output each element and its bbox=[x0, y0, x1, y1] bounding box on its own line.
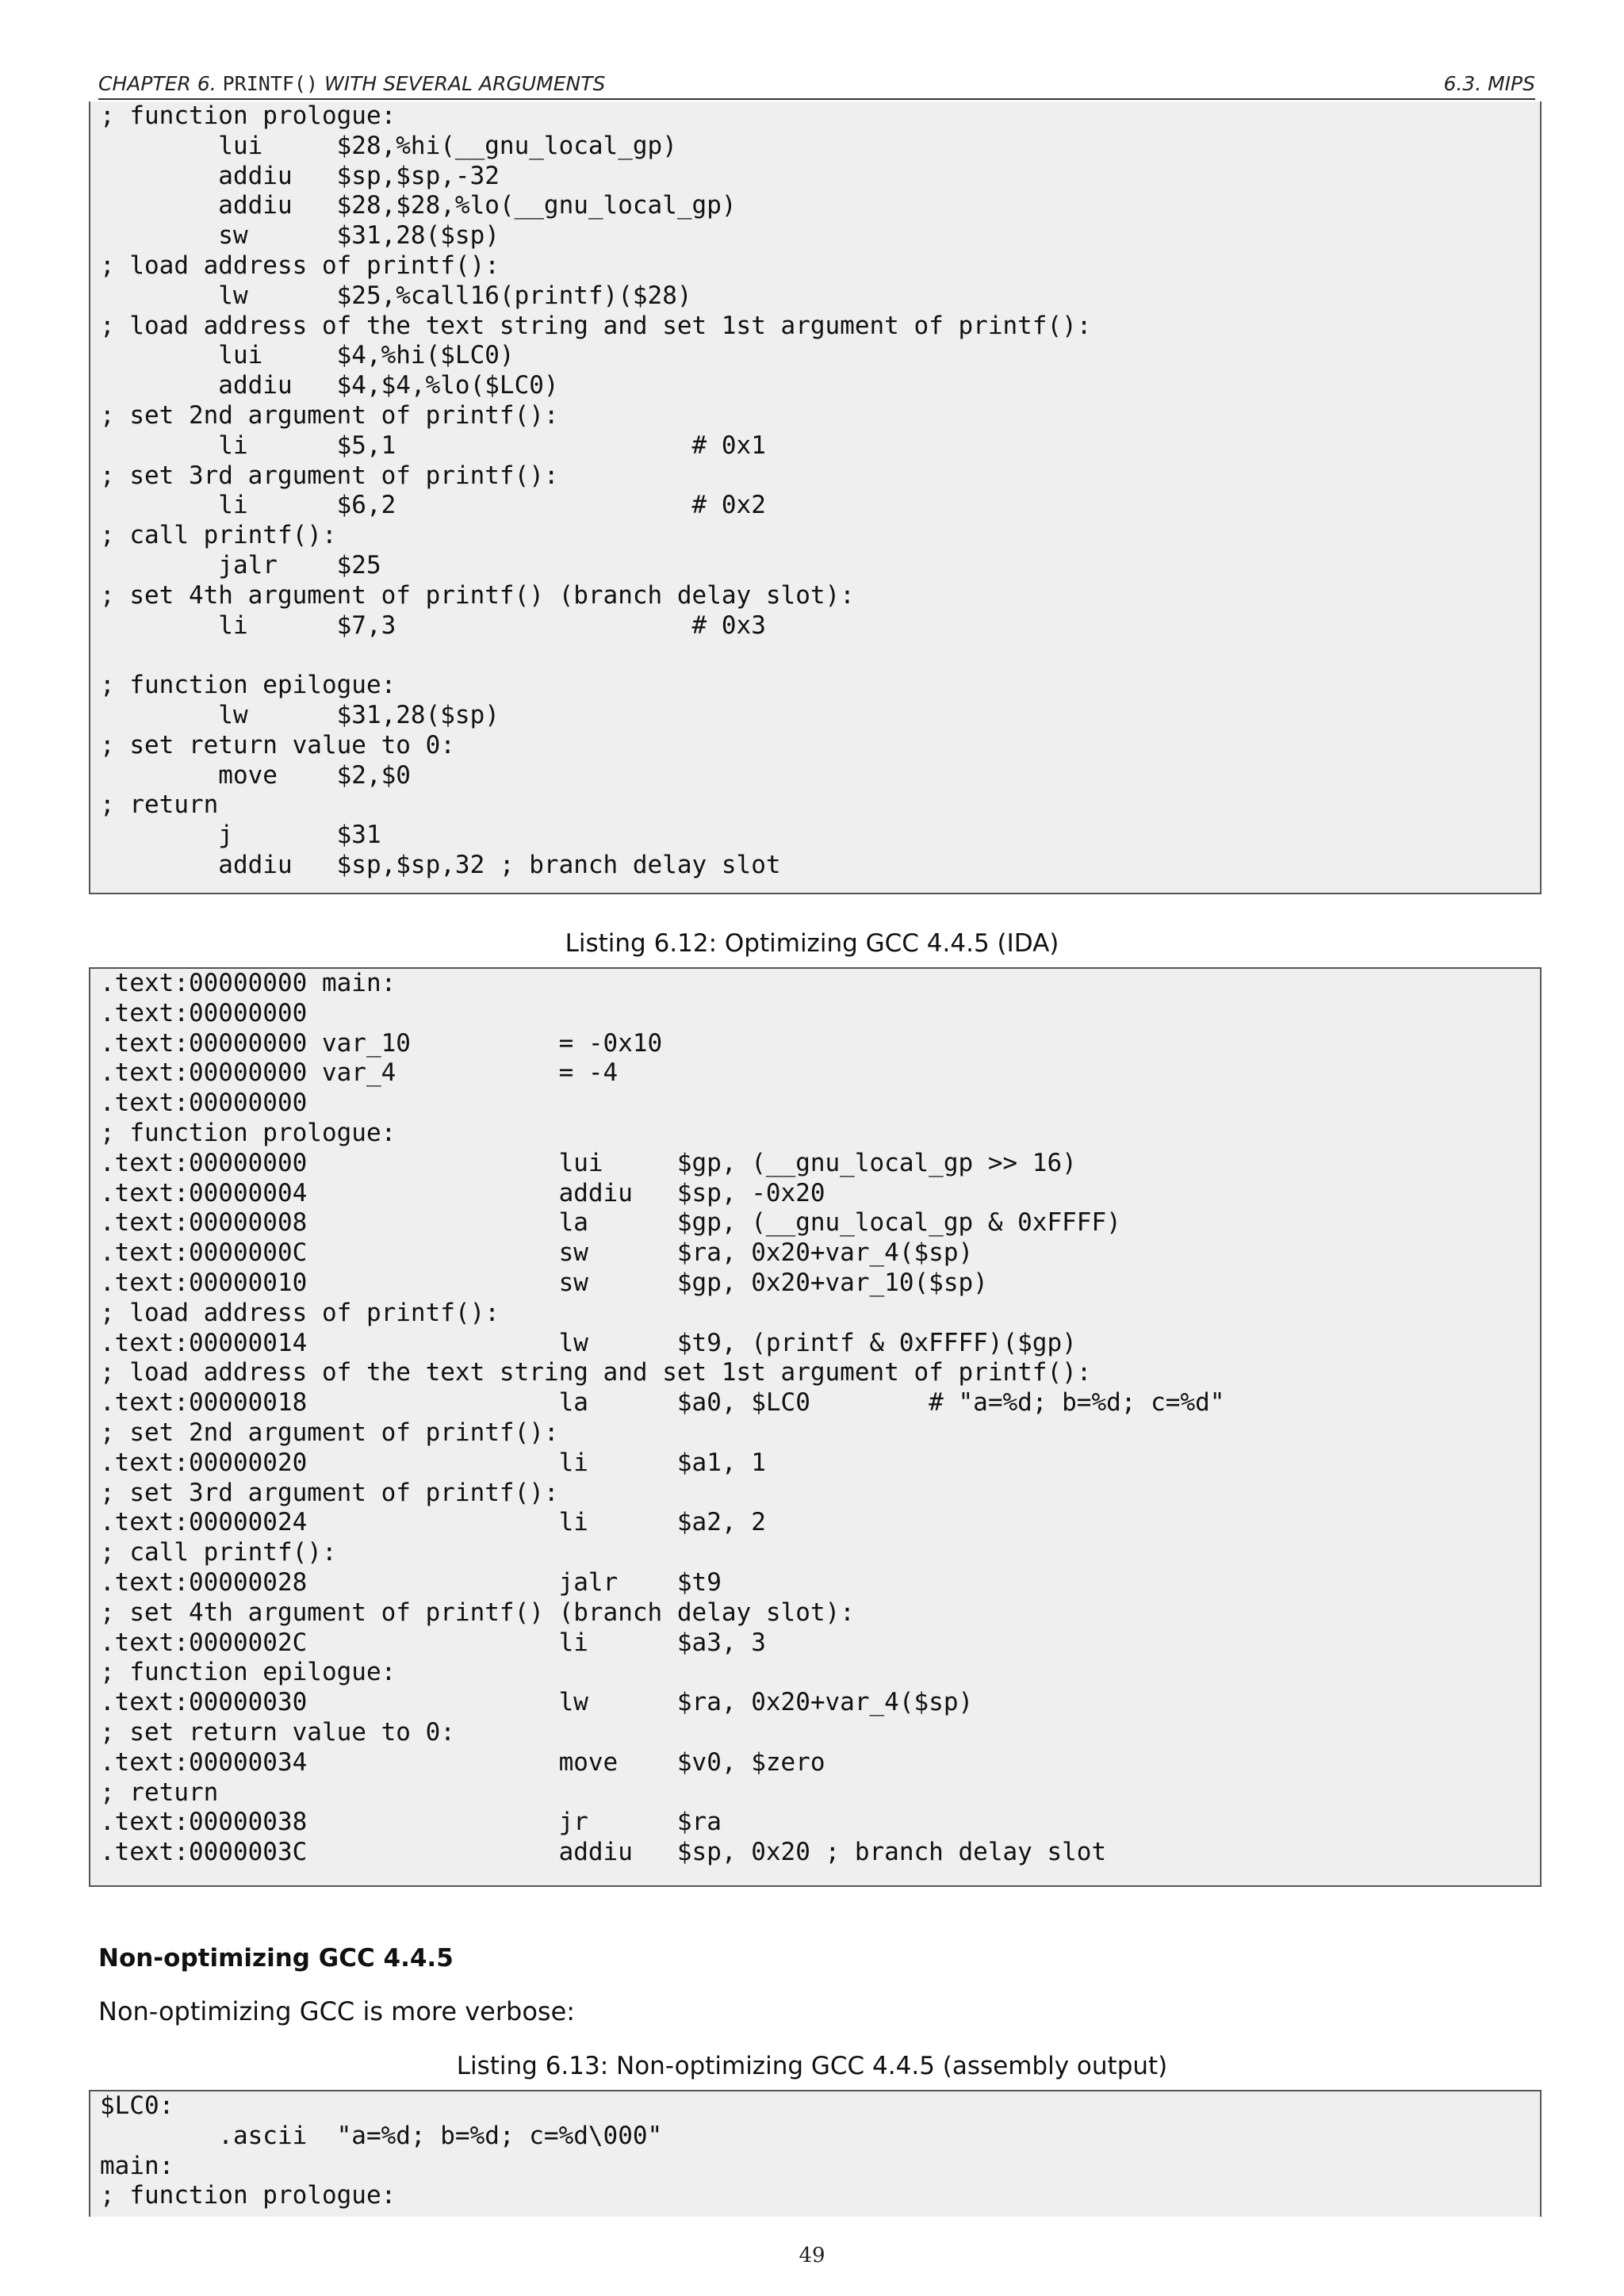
chapter-suffix: WITH SEVERAL ARGUMENTS bbox=[324, 72, 606, 95]
code-listing-6-12-text: .text:00000000 main: .text:00000000 .text:00000000 var_10 = -0x10 .text:00000000 var_4 = -4 .text:00000000 ; function prologue: .text:00000000 lui $gp, (__gnu_local_gp >> 16) .text:00000004 addiu $sp, -0x20 .text:00000008 la $gp, (__gnu_local_gp & 0xFFFF) .text:0000000C sw $ra, 0x20+var_4($sp) .text:00000010 sw $gp, 0x20+var_10($sp) ; load address of printf(): .text:00000014 lw $t9, (printf & 0xFFFF)($gp) ; load address of the text string and set 1st argument of printf(): .text:00000018 la $a0, $LC0 # "a=%d; b=%d; c=%d" ; set 2nd argument of printf(): .text:00000020 li $a1, 1 ; set 3rd argument of printf(): .text:00000024 li $a2, 2 ; call printf(): .text:00000028 jalr $t9 ; set 4th argument of printf() (branch delay slot): .text:0000002C li $a3, 3 ; function epilogue: .text:00000030 lw $ra, 0x20+var_4($sp) ; set return value to 0: .text:00000034 move $v0, $zero ; return .text:00000038 jr $ra .text:0000003C addiu $sp, 0x20 ; branch delay slot bbox=[100, 969, 1225, 1867]
chapter-title bbox=[98, 72, 605, 95]
page-number: 49 bbox=[799, 2244, 825, 2267]
page-header bbox=[98, 68, 1535, 100]
listing-6-13-caption: Listing 6.13: Non-optimizing GCC 4.4.5 (assembly output) bbox=[456, 2052, 1168, 2080]
section-heading: Non-optimizing GCC 4.4.5 bbox=[98, 1944, 454, 1973]
body-paragraph: Non-optimizing GCC is more verbose: bbox=[98, 1996, 576, 2026]
section-title: 6.3. MIPS bbox=[1443, 72, 1535, 95]
chapter-function-name: PRINTF() bbox=[222, 72, 319, 95]
chapter-prefix: CHAPTER 6. bbox=[98, 72, 216, 95]
code-listing-top-text: ; function prologue: lui $28,%hi(__gnu_local_gp) addiu $sp,$sp,-32 addiu $28,$28,%lo(__gnu_local_gp) sw $31,28($sp) ; load address of printf(): lw $25,%call16(printf)($28) ; load address of the text string and set 1st argument of printf(): lui $4,%hi($LC0) addiu $4,$4,%lo($LC0) ; set 2nd argument of printf(): li $5,1 # 0x1 ; set 3rd argument of printf(): li $6,2 # 0x2 ; call printf(): jalr $25 ; set 4th argument of printf() (branch delay slot): li $7,3 # 0x3 ; function epilogue: lw $31,28($sp) ; set return value to 0: move $2,$0 ; return j $31 addiu $sp,$sp,32 ; branch delay slot bbox=[100, 101, 1092, 879]
code-listing-6-12 bbox=[89, 967, 1542, 1887]
code-listing-6-13-text: $LC0: .ascii "a=%d; b=%d; c=%d\000" main: ; function prologue: bbox=[100, 2091, 663, 2210]
code-listing-6-13 bbox=[89, 2090, 1542, 2217]
code-listing-top bbox=[89, 101, 1542, 894]
listing-6-12-caption: Listing 6.12: Optimizing GCC 4.4.5 (IDA) bbox=[565, 929, 1059, 958]
